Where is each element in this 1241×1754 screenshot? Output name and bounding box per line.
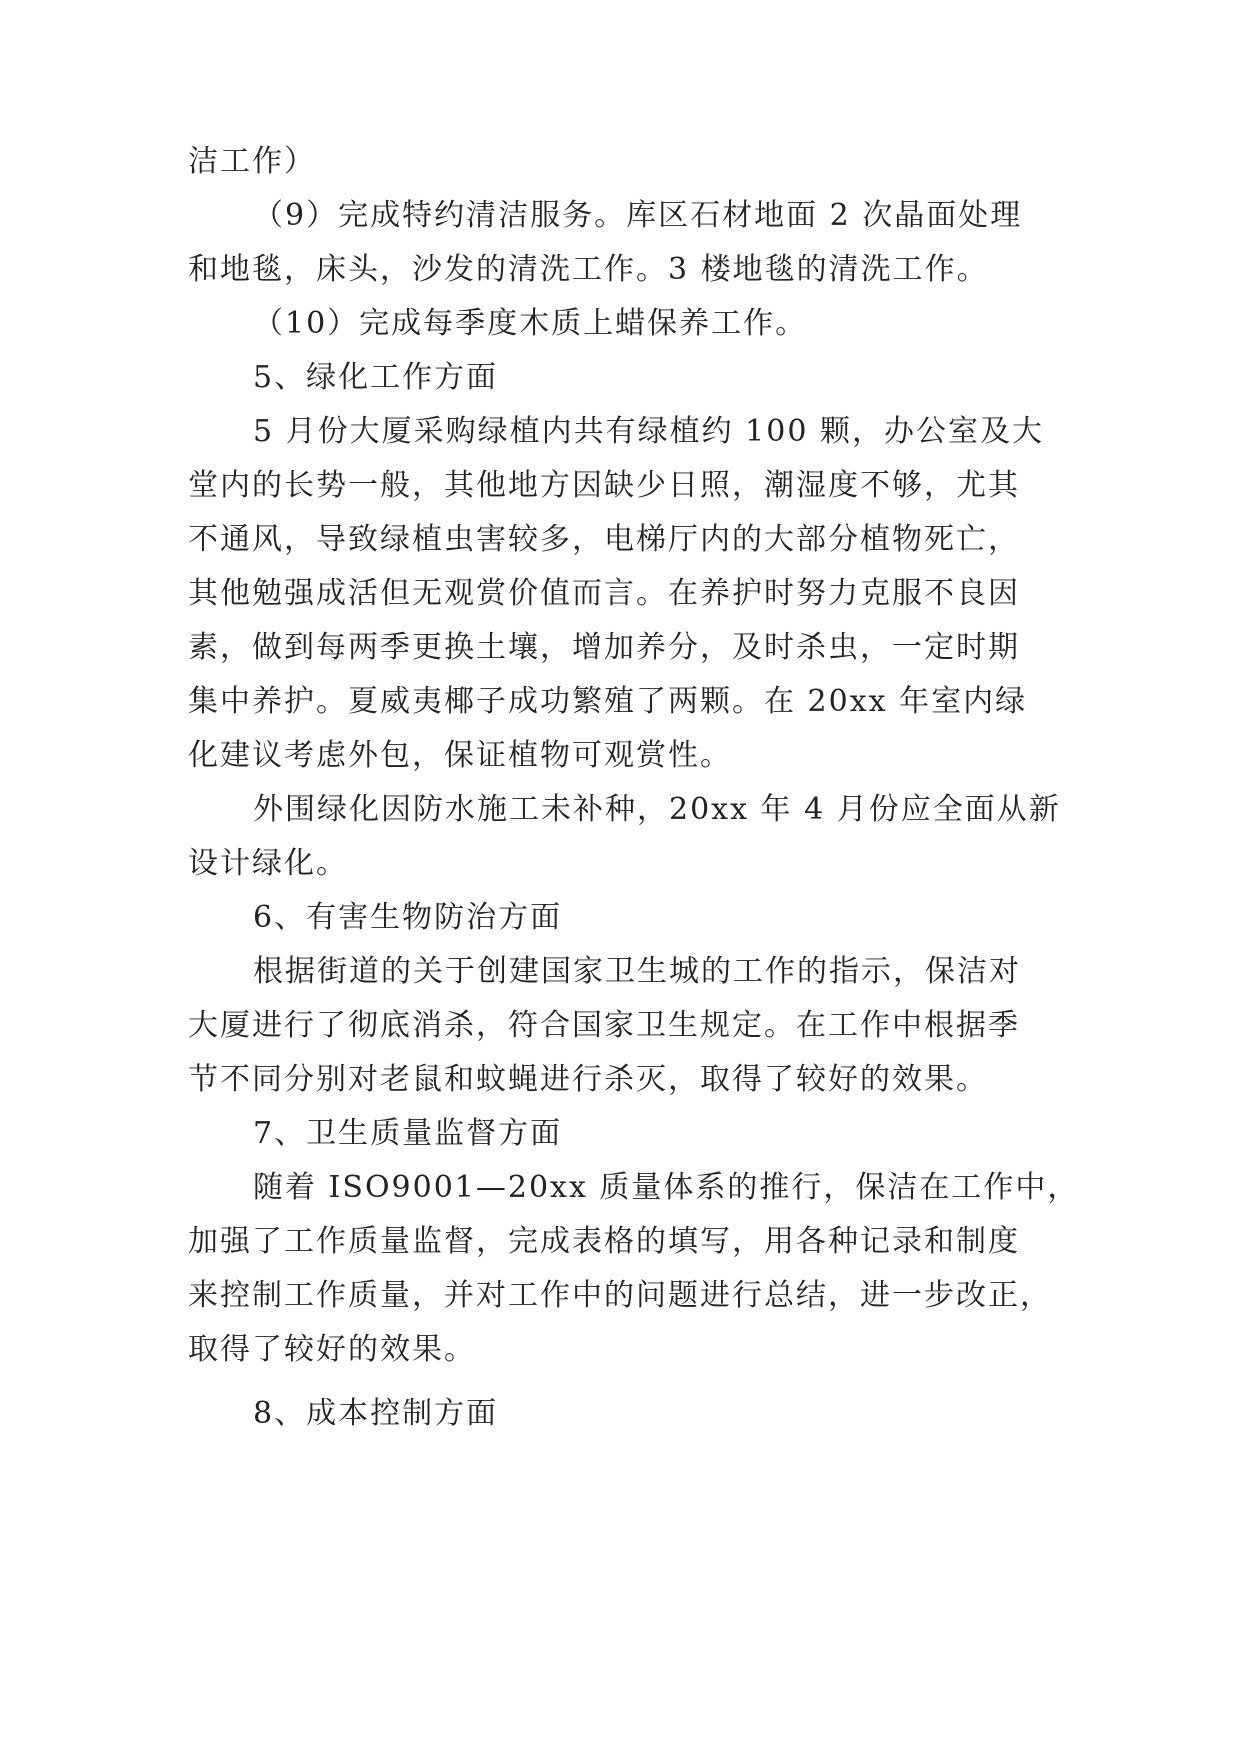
text-line: 随着 ISO9001—20xx 质量体系的推行，保洁在工作中， — [253, 1170, 1080, 1205]
text-line: 素，做到每两季更换土壤，增加养分，及时杀虫，一定时期 — [188, 630, 1020, 665]
section-heading: 5、绿化工作方面 — [253, 360, 499, 395]
text-line: （9）完成特约清洁服务。库区石材地面 2 次晶面处理 — [253, 198, 1023, 233]
section-heading: 8、成本控制方面 — [253, 1396, 499, 1431]
text-line: 洁工作） — [188, 144, 316, 179]
text-line: 化建议考虑外包，保证植物可观赏性。 — [188, 738, 732, 773]
text-line: 根据街道的关于创建国家卫生城的工作的指示，保洁对 — [253, 954, 1021, 989]
text-line: 大厦进行了彻底消杀，符合国家卫生规定。在工作中根据季 — [188, 1008, 1020, 1043]
text-line: 取得了较好的效果。 — [188, 1332, 476, 1367]
text-line: 不通风，导致绿植虫害较多，电梯厅内的大部分植物死亡， — [188, 522, 1020, 557]
text-line: 5 月份大厦采购绿植内共有绿植约 100 颗，办公室及大 — [253, 414, 1044, 449]
text-line: 外围绿化因防水施工未补种，20xx 年 4 月份应全面从新 — [253, 792, 1061, 827]
text-line: 加强了工作质量监督，完成表格的填写，用各种记录和制度 — [188, 1224, 1020, 1259]
section-heading: 6、有害生物防治方面 — [253, 900, 563, 935]
text-line: 来控制工作质量，并对工作中的问题进行总结，进一步改正， — [188, 1278, 1052, 1313]
text-line: 集中养护。夏威夷椰子成功繁殖了两颗。在 20xx 年室内绿 — [188, 684, 1028, 719]
text-line: 节不同分别对老鼠和蚊蝇进行杀灭，取得了较好的效果。 — [188, 1062, 988, 1097]
text-line: 堂内的长势一般，其他地方因缺少日照，潮湿度不够，尤其 — [188, 468, 1020, 503]
section-heading: 7、卫生质量监督方面 — [253, 1116, 563, 1151]
text-line: （10）完成每季度木质上蜡保养工作。 — [253, 306, 808, 341]
text-line: 设计绿化。 — [188, 846, 348, 881]
text-line: 和地毯，床头，沙发的清洗工作。3 楼地毯的清洗工作。 — [188, 252, 989, 287]
text-line: 其他勉强成活但无观赏价值而言。在养护时努力克服不良因 — [188, 576, 1020, 611]
